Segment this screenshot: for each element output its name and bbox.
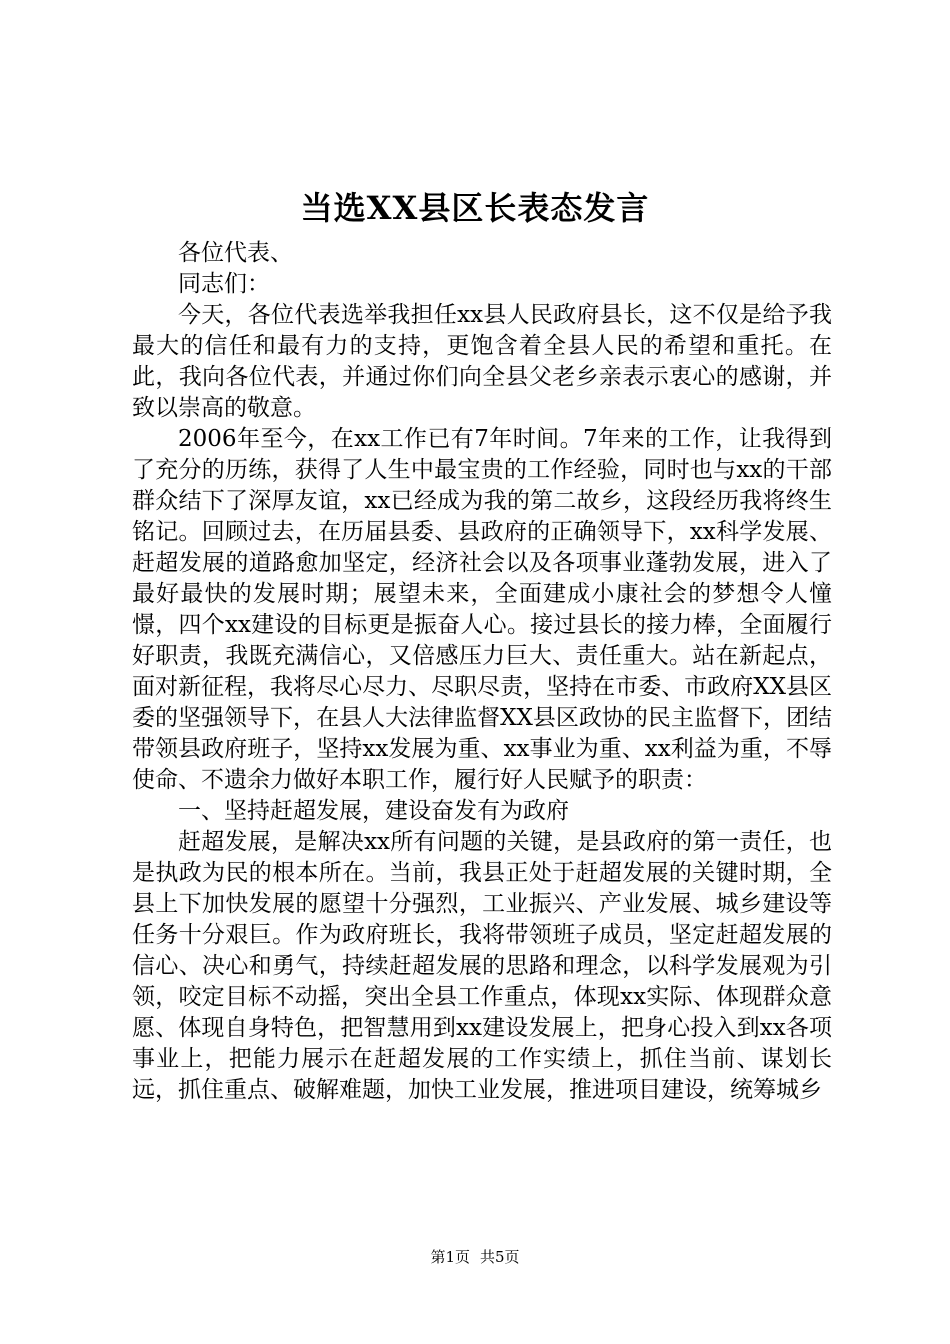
document-title: 当选XX县区长表态发言	[300, 189, 650, 227]
salutation-line-2: 同志们：	[178, 271, 270, 297]
document-body	[132, 238, 832, 1106]
paragraph-review: 2006年至今，在xx工作已有7年时间。7年来的工作，让我得到了充分的历练，获得了人生中最宝贵的工作经验，同时也与xx的干部群众结下了深厚友谊，xx已经成为我的第二故乡，这段经历我将终生铭记。回顾过去，在历届县委、县政府的正确领导下，xx科学发展、赶超发展的道路愈加坚定，经济社会以及各项事业蓬勃发展，进入了最好最快的发展时期；展望未来，全面建成小康社会的梦想令人憧憬，四个xx建设的目标更是振奋人心。接过县长的接力棒，全面履行好职责，我既充满信心，又倍感压力巨大、责任重大。站在新起点，面对新征程，我将尽心尽力、尽职尽责，坚持在市委、市政府XX县区委的坚强领导下，在县人大法律监督XX县区政协的民主监督下，团结带领县政府班子，坚持xx发展为重、xx事业为重、xx利益为重，不辱使命、不遗余力做好本职工作，履行好人民赋予的职责：	[132, 426, 832, 793]
section-heading-1: 一、坚持赶超发展，建设奋发有为政府	[178, 798, 569, 824]
page-total: 共5页	[480, 1248, 520, 1266]
page-number: 第1页	[430, 1248, 470, 1266]
paragraph-thanks: 今天，各位代表选举我担任xx县人民政府县长，这不仅是给予我最大的信任和最有力的支持，更饱含着全县人民的希望和重托。在此，我向各位代表，并通过你们向全县父老乡亲表示衷心的感谢，并致以崇高的敬意。	[132, 302, 832, 421]
paragraph-development: 赶超发展，是解决xx所有问题的关键，是县政府的第一责任，也是执政为民的根本所在。当前，我县正处于赶超发展的关键时期，全县上下加快发展的愿望十分强烈，工业振兴、产业发展、城乡建设等任务十分艰巨。作为政府班长，我将带领班子成员，坚定赶超发展的信心、决心和勇气，持续赶超发展的思路和理念，以科学发展观为引领，咬定目标不动摇，突出全县工作重点，体现xx实际、体现群众意愿、体现自身特色，把智慧用到xx建设发展上，把身心投入到xx各项事业上，把能力展示在赶超发展的工作实绩上，抓住当前、谋划长远，抓住重点、破解难题，加快工业发展，推进项目建设，统筹城乡	[132, 829, 832, 1103]
salutation-line-1: 各位代表、	[178, 240, 293, 266]
page-footer	[0, 1247, 950, 1267]
